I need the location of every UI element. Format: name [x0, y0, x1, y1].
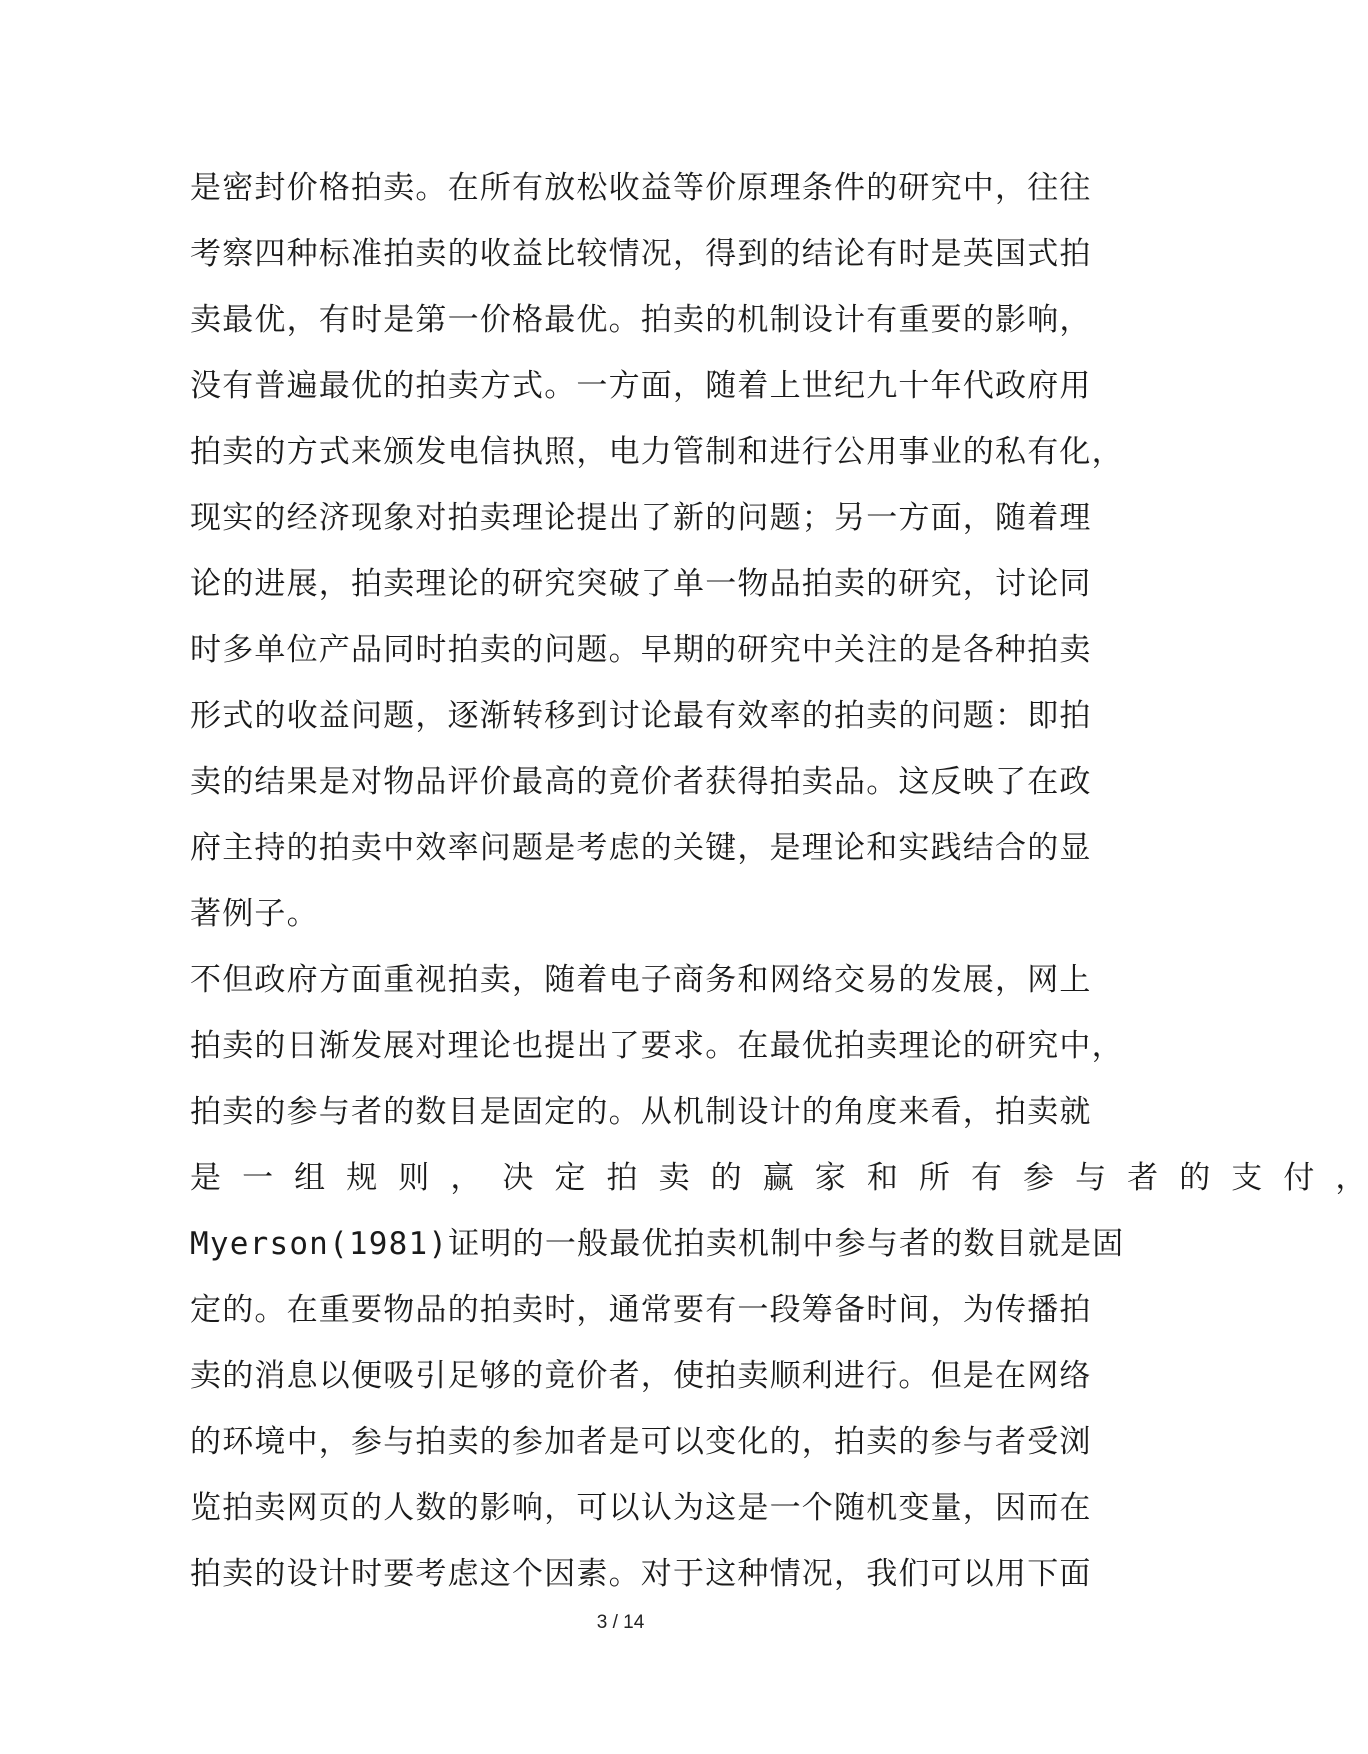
text-line: 卖的消息以便吸引足够的竟价者，使拍卖顺利进行。但是在网络: [190, 1358, 1092, 1394]
text-line: 不但政府方面重视拍卖，随着电子商务和网络交易的发展，网上: [190, 962, 1092, 998]
text-line: Myerson(1981)证明的一般最优拍卖机制中参与者的数目就是固: [190, 1226, 1125, 1262]
text-line: 拍卖的参与者的数目是固定的。从机制设计的角度来看，拍卖就: [190, 1094, 1092, 1130]
text-line: 现实的经济现象对拍卖理论提出了新的问题；另一方面，随着理: [190, 500, 1092, 536]
text-line: 的环境中，参与拍卖的参加者是可以变化的，拍卖的参与者受浏: [190, 1424, 1092, 1460]
text-line: 是 一 组 规 则 ， 决 定 拍 卖 的 赢 家 和 所 有 参 与 者 的 支 付 ，: [190, 1160, 1368, 1196]
text-line: 览拍卖网页的人数的影响，可以认为这是一个随机变量，因而在: [190, 1490, 1092, 1526]
text-line: 论的进展，拍卖理论的研究突破了单一物品拍卖的研究，讨论同: [190, 566, 1092, 602]
text-line: 拍卖的设计时要考虑这个因素。对于这种情况，我们可以用下面: [190, 1556, 1092, 1592]
text-line: 拍卖的方式来颁发电信执照，电力管制和进行公用事业的私有化，: [190, 434, 1124, 470]
body-text: [190, 155, 1368, 1607]
text-line: 考察四种标准拍卖的收益比较情况，得到的结论有时是英国式拍: [190, 236, 1092, 272]
text-line: 没有普遍最优的拍卖方式。一方面，随着上世纪九十年代政府用: [190, 368, 1092, 404]
text-line: 形式的收益问题，逐渐转移到讨论最有效率的拍卖的问题：即拍: [190, 698, 1092, 734]
text-line: 时多单位产品同时拍卖的问题。早期的研究中关注的是各种拍卖: [190, 632, 1092, 668]
text-line: 著例子。: [190, 896, 319, 932]
text-line: 是密封价格拍卖。在所有放松收益等价原理条件的研究中，往往: [190, 170, 1092, 206]
page-number: 3 / 14: [596, 1612, 645, 1633]
text-line: 定的。在重要物品的拍卖时，通常要有一段筹备时间，为传播拍: [190, 1292, 1092, 1328]
text-line: 拍卖的日渐发展对理论也提出了要求。在最优拍卖理论的研究中，: [190, 1028, 1124, 1064]
text-line: 卖的结果是对物品评价最高的竟价者获得拍卖品。这反映了在政: [190, 764, 1092, 800]
text-line: 府主持的拍卖中效率问题是考虑的关键，是理论和实践结合的显: [190, 830, 1092, 866]
text-line: 卖最优，有时是第一价格最优。拍卖的机制设计有重要的影响，: [190, 302, 1092, 338]
